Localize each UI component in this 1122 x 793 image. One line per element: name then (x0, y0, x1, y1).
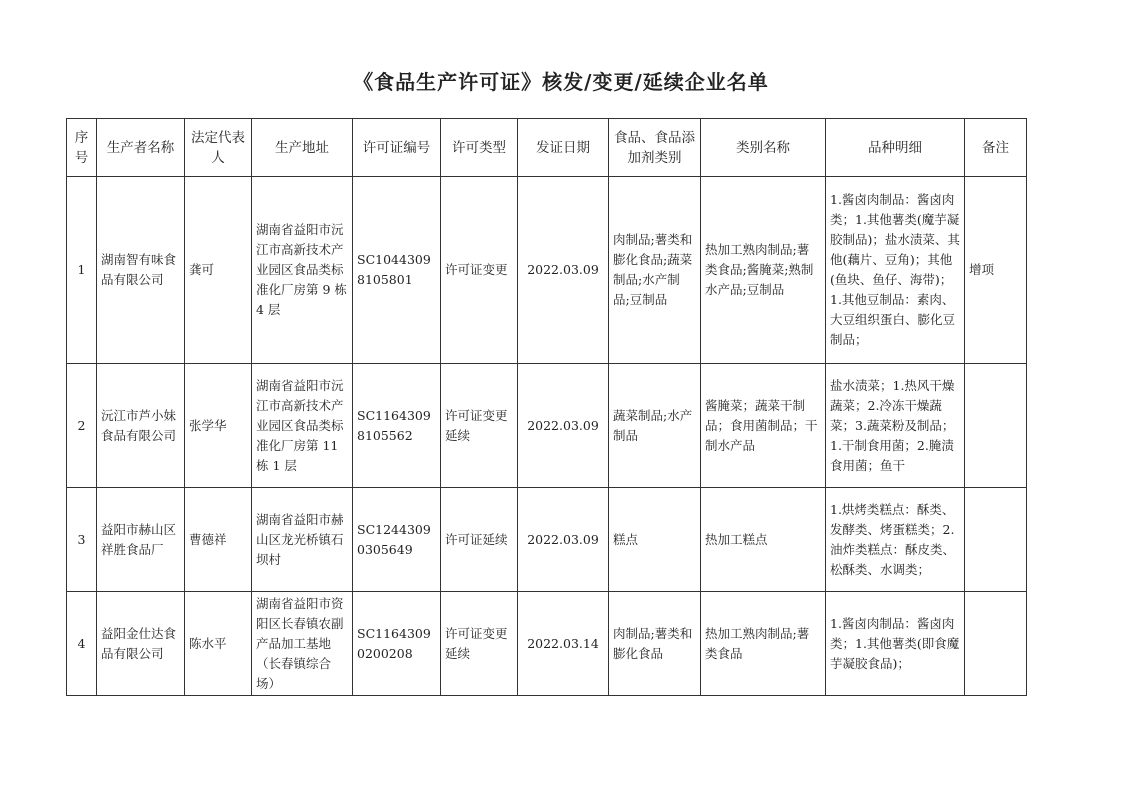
column-header-category: 食品、食品添加剂类别 (609, 119, 701, 177)
legal-representative: 龚可 (185, 177, 252, 364)
license-number: SC10443098105801 (353, 177, 441, 364)
table-header-row (67, 119, 1027, 177)
row-number: 1 (67, 177, 97, 364)
license-number: SC11643090200208 (353, 592, 441, 696)
row-number: 3 (67, 488, 97, 592)
remark: 增项 (965, 177, 1027, 364)
license-type: 许可证变更延续 (441, 592, 518, 696)
column-header-address: 生产地址 (252, 119, 353, 177)
category-name: 热加工糕点 (701, 488, 826, 592)
table-row (67, 364, 1027, 488)
column-header-license-no: 许可证编号 (353, 119, 441, 177)
remark (965, 488, 1027, 592)
issue-date: 2022.03.09 (518, 364, 609, 488)
producer-name: 益阳市赫山区祥胜食品厂 (97, 488, 185, 592)
issue-date: 2022.03.09 (518, 488, 609, 592)
column-header-details: 品种明细 (826, 119, 965, 177)
producer-name: 益阳金仕达食品有限公司 (97, 592, 185, 696)
food-category: 蔬菜制品;水产制品 (609, 364, 701, 488)
column-header-category-name: 类别名称 (701, 119, 826, 177)
legal-representative: 张学华 (185, 364, 252, 488)
issue-date: 2022.03.14 (518, 592, 609, 696)
category-name: 热加工熟肉制品;薯类食品;酱腌菜;熟制水产品;豆制品 (701, 177, 826, 364)
row-number: 2 (67, 364, 97, 488)
license-number: SC12443090305649 (353, 488, 441, 592)
license-table (66, 118, 1027, 696)
column-header-producer: 生产者名称 (97, 119, 185, 177)
issue-date: 2022.03.09 (518, 177, 609, 364)
column-header-issue-date: 发证日期 (518, 119, 609, 177)
variety-details (826, 364, 965, 488)
table-row (67, 592, 1027, 696)
license-type: 许可证延续 (441, 488, 518, 592)
production-address: 湖南省益阳市赫山区龙光桥镇石坝村 (252, 488, 353, 592)
table-row (67, 177, 1027, 364)
legal-representative: 陈水平 (185, 592, 252, 696)
food-category: 糕点 (609, 488, 701, 592)
production-address: 湖南省益阳市资阳区长春镇农副产品加工基地（长春镇综合场） (252, 592, 353, 696)
license-number: SC11643098105562 (353, 364, 441, 488)
table-row (67, 488, 1027, 592)
production-address: 湖南省益阳市沅江市高新技术产业园区食品类标准化厂房第 11 栋 1 层 (252, 364, 353, 488)
license-type: 许可证变更延续 (441, 364, 518, 488)
remark (965, 364, 1027, 488)
production-address: 湖南省益阳市沅江市高新技术产业园区食品类标准化厂房第 9 栋 4 层 (252, 177, 353, 364)
food-category: 肉制品;薯类和膨化食品 (609, 592, 701, 696)
variety-details-text: 盐水渍菜；1.热风干燥蔬菜；2.冷冻干燥蔬菜；3.蔬菜粉及制品；1.干制食用菌；2.腌渍食用菌；鱼干 (830, 377, 955, 473)
page-title: 《食品生产许可证》核发/变更/延续企业名单 (353, 70, 769, 94)
column-header-remark: 备注 (965, 119, 1027, 177)
variety-details: 1.烘烤类糕点：酥类、发酵类、烤蛋糕类；2.油炸类糕点：酥皮类、松酥类、水调类； (826, 488, 965, 592)
column-header-license-type: 许可类型 (441, 119, 518, 177)
variety-details: 1.酱卤肉制品：酱卤肉类；1.其他薯类(即食魔芋凝胶食品)； (826, 592, 965, 696)
column-header-legal-rep: 法定代表人 (185, 119, 252, 177)
license-type: 许可证变更 (441, 177, 518, 364)
category-name: 酱腌菜；蔬菜干制品；食用菌制品；干制水产品 (701, 364, 826, 488)
variety-details: 1.酱卤肉制品：酱卤肉类；1.其他薯类(魔芋凝胶制品)；盐水渍菜、其他(藕片、豆角)；其他(鱼块、鱼仔、海带)；1.其他豆制品：素肉、大豆组织蛋白、膨化豆制品； (826, 177, 965, 364)
column-header-no: 序号 (67, 119, 97, 177)
category-name: 热加工熟肉制品;薯类食品 (701, 592, 826, 696)
remark (965, 592, 1027, 696)
food-category: 肉制品;薯类和膨化食品;蔬菜制品;水产制品;豆制品 (609, 177, 701, 364)
producer-name: 沅江市芦小妹食品有限公司 (97, 364, 185, 488)
legal-representative: 曹德祥 (185, 488, 252, 592)
producer-name: 湖南智有味食品有限公司 (97, 177, 185, 364)
row-number: 4 (67, 592, 97, 696)
